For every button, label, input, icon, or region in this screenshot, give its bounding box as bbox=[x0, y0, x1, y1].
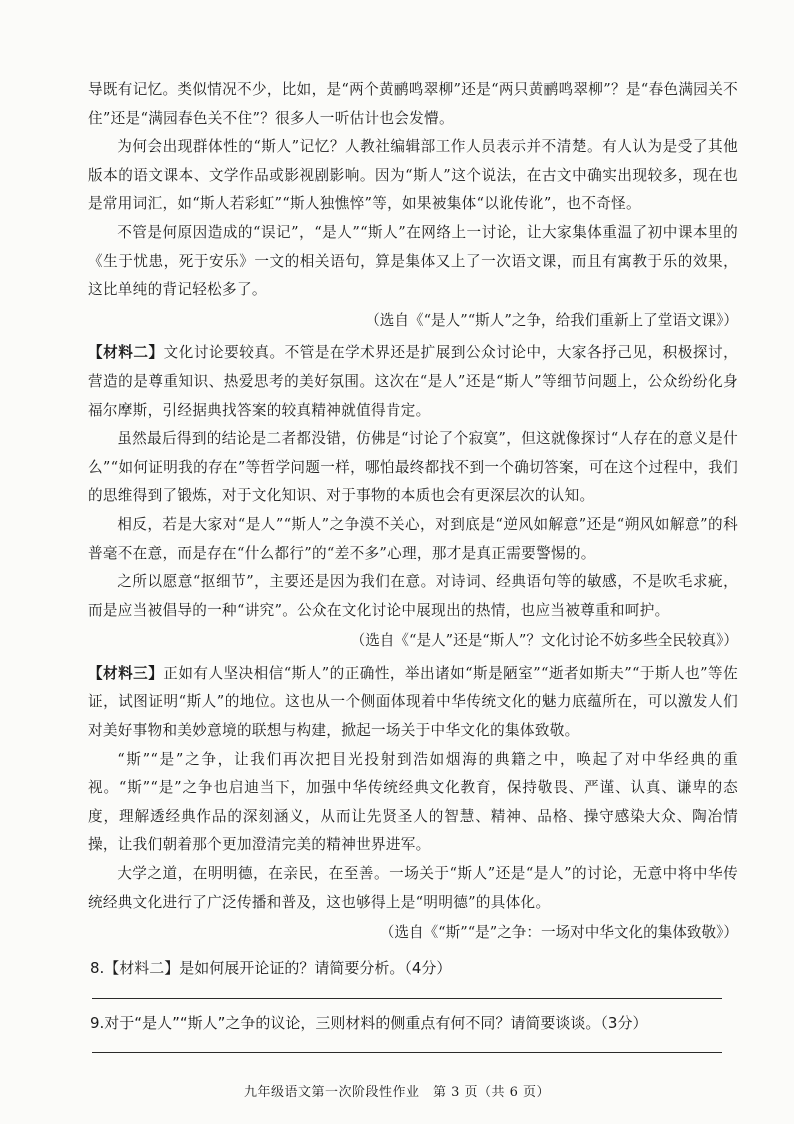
paragraph: 相反，若是大家对“是人”“斯人”之争漠不关心，对到底是“逆风如解意”还是“朔风如解意”的科普毫不在意，而是存在“什么都行”的“差不多”心理，那才是真正需要警惕的。 bbox=[88, 515, 738, 562]
paragraph: 为何会出现群体性的“斯人”记忆？人教社编辑部工作人员表示并不清楚。有人认为是受了其他版本的语文课本、文学作品或影视剧影响。因为“斯人”这个说法，在古文中确实出现较多，现在也是常用词汇，如“斯人若彩虹”“斯人独憔悴”等，如果被集体“以讹传讹”，也不奇怪。 bbox=[88, 138, 738, 213]
source-citation: （选自《“是人”还是“斯人”？文化讨论不妨多些全民较真》） bbox=[350, 632, 738, 650]
answer-line[interactable] bbox=[92, 998, 722, 999]
material-3-text: 正如有人坚决相信“斯人”的正确性，举出诸如“斯是陋室”“逝者如斯夫”“于斯人也”等佐证，试图证明“斯人”的地位。这也从一个侧面体现着中华传统文化的魅力底蕴所在，可以激发人们对美好事物和美妙意境的联想与构建，掀起一场关于中华文化的集体致敬。 bbox=[88, 664, 738, 740]
source-citation: （选自《“是人”“斯人”之争，给我们重新上了堂语文课》） bbox=[365, 311, 738, 329]
paragraph: 不管是何原因造成的“误记”，“是人”“斯人”在网络上一讨论，让大家集体重温了初中课本里的《生于忧患，死于安乐》一文的相关语句，算是集体又上了一次语文课，而且有寓教于乐的效果，这比单纯的背记轻松多了。 bbox=[88, 223, 738, 299]
paragraph: 大学之道，在明明德，在亲民，在至善。一场关于“斯人”还是“是人”的讨论，无意中将中华传统经典文化进行了广泛传播和普及，这也够得上是“明明德”的具体化。 bbox=[88, 865, 738, 911]
material-3-tag: 【材料三】 bbox=[88, 664, 164, 682]
paragraph: 之所以愿意“抠细节”，主要还是因为我们在意。对诗词、经典语句等的敏感，不是吹毛求疵，而是应当被倡导的一种“讲究”。公众在文化讨论中展现出的热情，也应当被尊重和呵护。 bbox=[88, 573, 738, 619]
paragraph: “斯”“是”之争，让我们再次把目光投射到浩如烟海的典籍之中，唤起了对中华经典的重视。“斯”“是”之争也启迪当下，加强中华传统经典文化教育，保持敬畏、严谨、认真、谦卑的态度，理解透经典作品的深刻涵义，从而让先贤圣人的智慧、精神、品格、操守感染大众、陶冶情操，让我们朝着那个更加澄清完美的精神世界进军。 bbox=[88, 750, 738, 854]
reading-material bbox=[88, 76, 738, 952]
answer-line[interactable] bbox=[92, 1052, 722, 1053]
question-8: 8.【材料二】是如何展开论证的？请简要分析。（4分） bbox=[90, 959, 452, 977]
material-2-paragraph bbox=[88, 339, 738, 425]
paragraph: 导既有记忆。类似情况不少，比如，是“两个黄鹂鸣翠柳”还是“两只黄鹂鸣翠柳”？是“春色满园关不住”还是“满园春色关不住”？很多人一听估计也会发懵。 bbox=[88, 81, 738, 127]
material-2-tag: 【材料二】 bbox=[88, 344, 164, 362]
page-footer: 九年级语文第一次阶段性作业 第 3 页（共 6 页） bbox=[243, 1085, 551, 1100]
material-3-paragraph bbox=[88, 660, 738, 746]
material-2-text: 文化讨论要较真。不管是在学术界还是扩展到公众讨论中，大家各抒己见，积极探讨，营造的是尊重知识、热爱思考的美好氛围。这次在“是人”还是“斯人”等细节问题上，公众纷纷化身福尔摩斯，引经据典找答案的较真精神就值得肯定。 bbox=[88, 344, 738, 419]
source-citation: （选自《“斯”“是”之争：一场对中华文化的集体致敬》） bbox=[379, 924, 738, 942]
question-9: 9.对于“是人”“斯人”之争的议论，三则材料的侧重点有何不同？请简要谈谈。（3分） bbox=[90, 1014, 648, 1032]
paragraph: 虽然最后得到的结论是二者都没错，仿佛是“讨论了个寂寞”，但这就像探讨“人存在的意义是什么”“如何证明我的存在”等哲学问题一样，哪怕最终都找不到一个确切答案，可在这个过程中，我们的思维得到了锻炼，对于文化知识、对于事物的本质也会有更深层次的认知。 bbox=[88, 430, 738, 505]
